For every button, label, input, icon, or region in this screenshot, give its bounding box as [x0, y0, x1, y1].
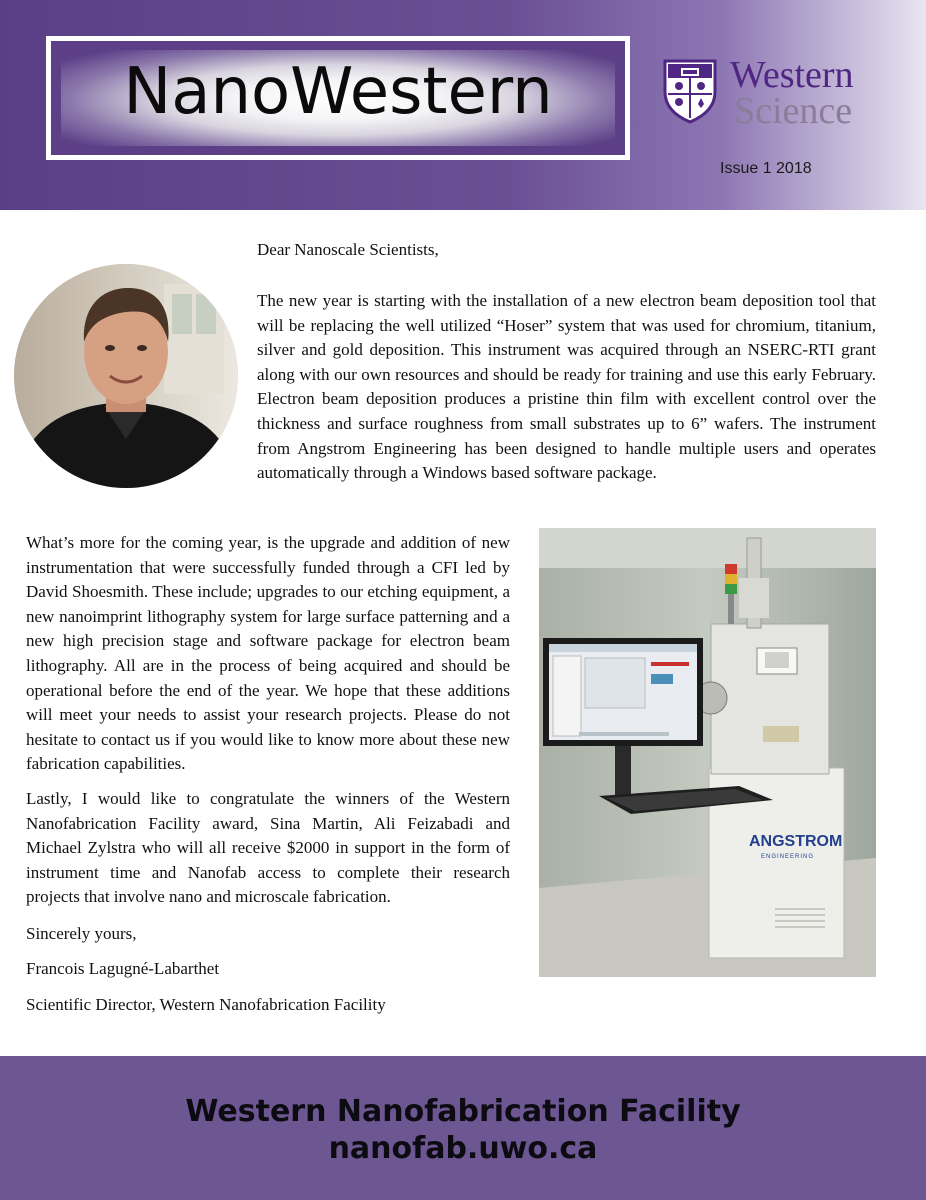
letter-greeting: Dear Nanoscale Scientists,: [257, 240, 439, 259]
engineering-brand: ENGINEERING: [761, 854, 815, 860]
western-science-logo: [662, 54, 882, 132]
instrument-image: [539, 528, 876, 977]
angstrom-brand: ANGSTROM: [749, 833, 843, 850]
signature-title: Scientific Director, Western Nanofabrication Facility: [26, 995, 386, 1014]
instrument-photo: [539, 528, 876, 977]
signature-name: Francois Lagugné-Labarthet: [26, 959, 220, 978]
western-crest-icon: [662, 58, 718, 124]
footer-banner: [0, 1056, 926, 1200]
footer-facility-name: Western Nanofabrication Facility: [185, 1094, 741, 1129]
newsletter-title: NanoWestern: [123, 55, 553, 129]
portrait-image: [14, 264, 238, 488]
logo-science-text: Science: [734, 90, 853, 132]
letter-paragraph-2: What’s more for the coming year, is the upgrade and addition of new instrumentation that were successfully funded through a CFI led by David Shoesmith. These include; upgrades to our etching equipment, a new nanoimprint lithography system for large surface patterning and a new high precision stage and software package for electron beam lithography. All are in the process of being acquired and should be operational before the end of the year. We hope that these additions will meet your needs to assist your research projects. Please do not hesitate to contact us if you would like to know more about these new fabrication capabilities.: [26, 533, 510, 774]
issue-label: Issue 1 2018: [720, 160, 812, 177]
header-banner: [0, 0, 926, 210]
title-frame: [46, 36, 630, 160]
footer-website-link[interactable]: nanofab.uwo.ca: [328, 1131, 598, 1166]
logo-western-text: Western: [730, 54, 854, 96]
letter-paragraph-3: Lastly, I would like to congratulate the winners of the Western Nanofabrication Facility award, Sina Martin, Ali Feizabadi and Michael Zylstra who will all receive $2000 in support in the form of instrument time and Nanofab access to complete their research projects that involve nano and microscale fabrication.: [26, 789, 510, 907]
letter-closing: Sincerely yours,: [26, 924, 137, 943]
letter-paragraph-1: The new year is starting with the installation of a new electron beam deposition tool that will be replacing the well utilized “Hoser” system that was used for chromium, titanium, silver and gold deposition. This instrument was acquired through an NSERC-RTI grant along with our own resources and should be ready for training and use this early February. Electron beam deposition produces a pristine thin film with excellent control over the thickness and surface roughness from small substrates up to 6” wafers. The instrument from Angstrom Engineering has been designed to handle multiple users and operates automatically through a Windows based software package.: [257, 291, 876, 483]
director-portrait: [14, 264, 238, 488]
